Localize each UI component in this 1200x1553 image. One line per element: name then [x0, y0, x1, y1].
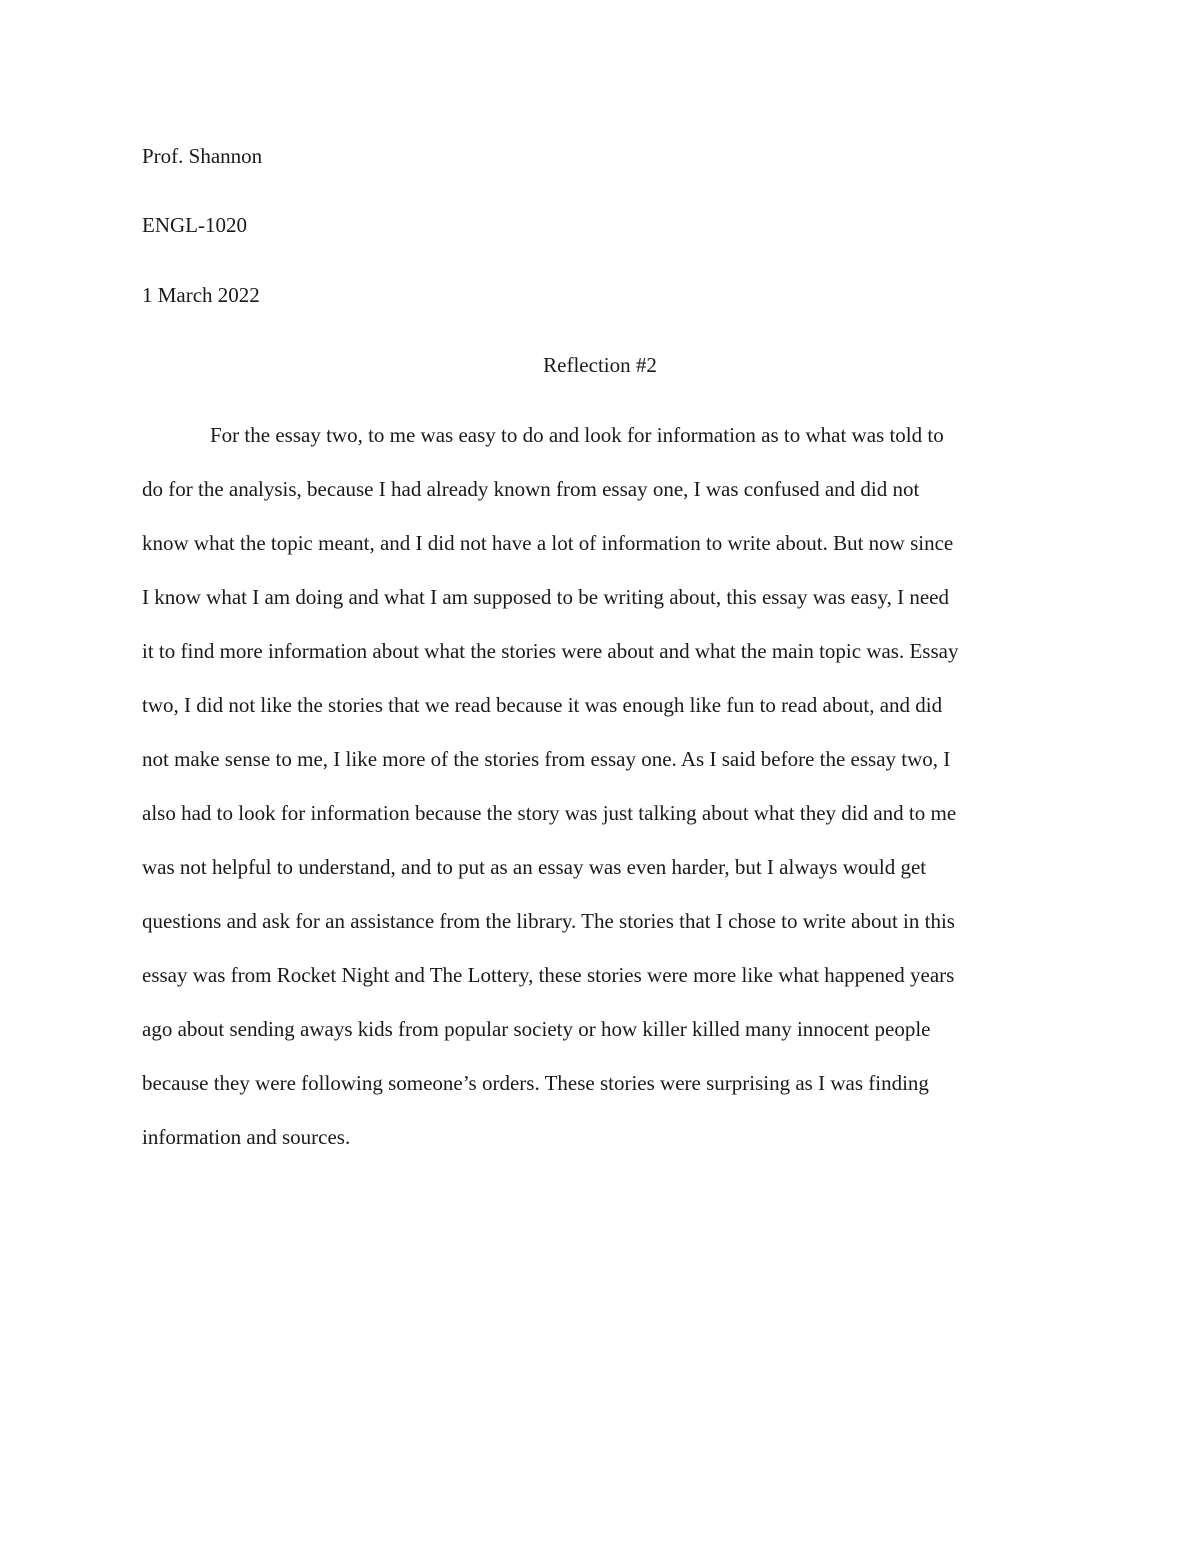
- body-line: ago about sending aways kids from popular society or how killer killed many innocent people: [142, 1017, 931, 1041]
- submission-date: 1 March 2022: [142, 283, 260, 307]
- body-line: do for the analysis, because I had already known from essay one, I was confused and did not: [142, 477, 920, 501]
- body-line: essay was from Rocket Night and The Lottery, these stories were more like what happened years: [142, 963, 955, 987]
- body-line: it to find more information about what the stories were about and what the main topic was. Essay: [142, 639, 959, 663]
- document-title: Reflection #2: [543, 353, 657, 377]
- course-code: ENGL-1020: [142, 213, 247, 237]
- instructor-name: Prof. Shannon: [142, 144, 263, 168]
- body-line: two, I did not like the stories that we read because it was enough like fun to read about, and did: [142, 693, 943, 717]
- body-line: For the essay two, to me was easy to do and look for information as to what was told to: [210, 423, 944, 447]
- body-line: because they were following someone’s orders. These stories were surprising as I was finding: [142, 1071, 929, 1095]
- body-line: questions and ask for an assistance from the library. The stories that I chose to write about in this: [142, 909, 955, 933]
- body-line: not make sense to me, I like more of the stories from essay one. As I said before the essay two, I: [142, 747, 951, 771]
- body-line: know what the topic meant, and I did not have a lot of information to write about. But now since: [142, 531, 954, 555]
- body-line: also had to look for information because the story was just talking about what they did and to me: [142, 801, 957, 825]
- body-line: information and sources.: [142, 1125, 351, 1149]
- body-line: I know what I am doing and what I am supposed to be writing about, this essay was easy, I need: [142, 585, 949, 609]
- body-line: was not helpful to understand, and to put as an essay was even harder, but I always would get: [142, 855, 927, 879]
